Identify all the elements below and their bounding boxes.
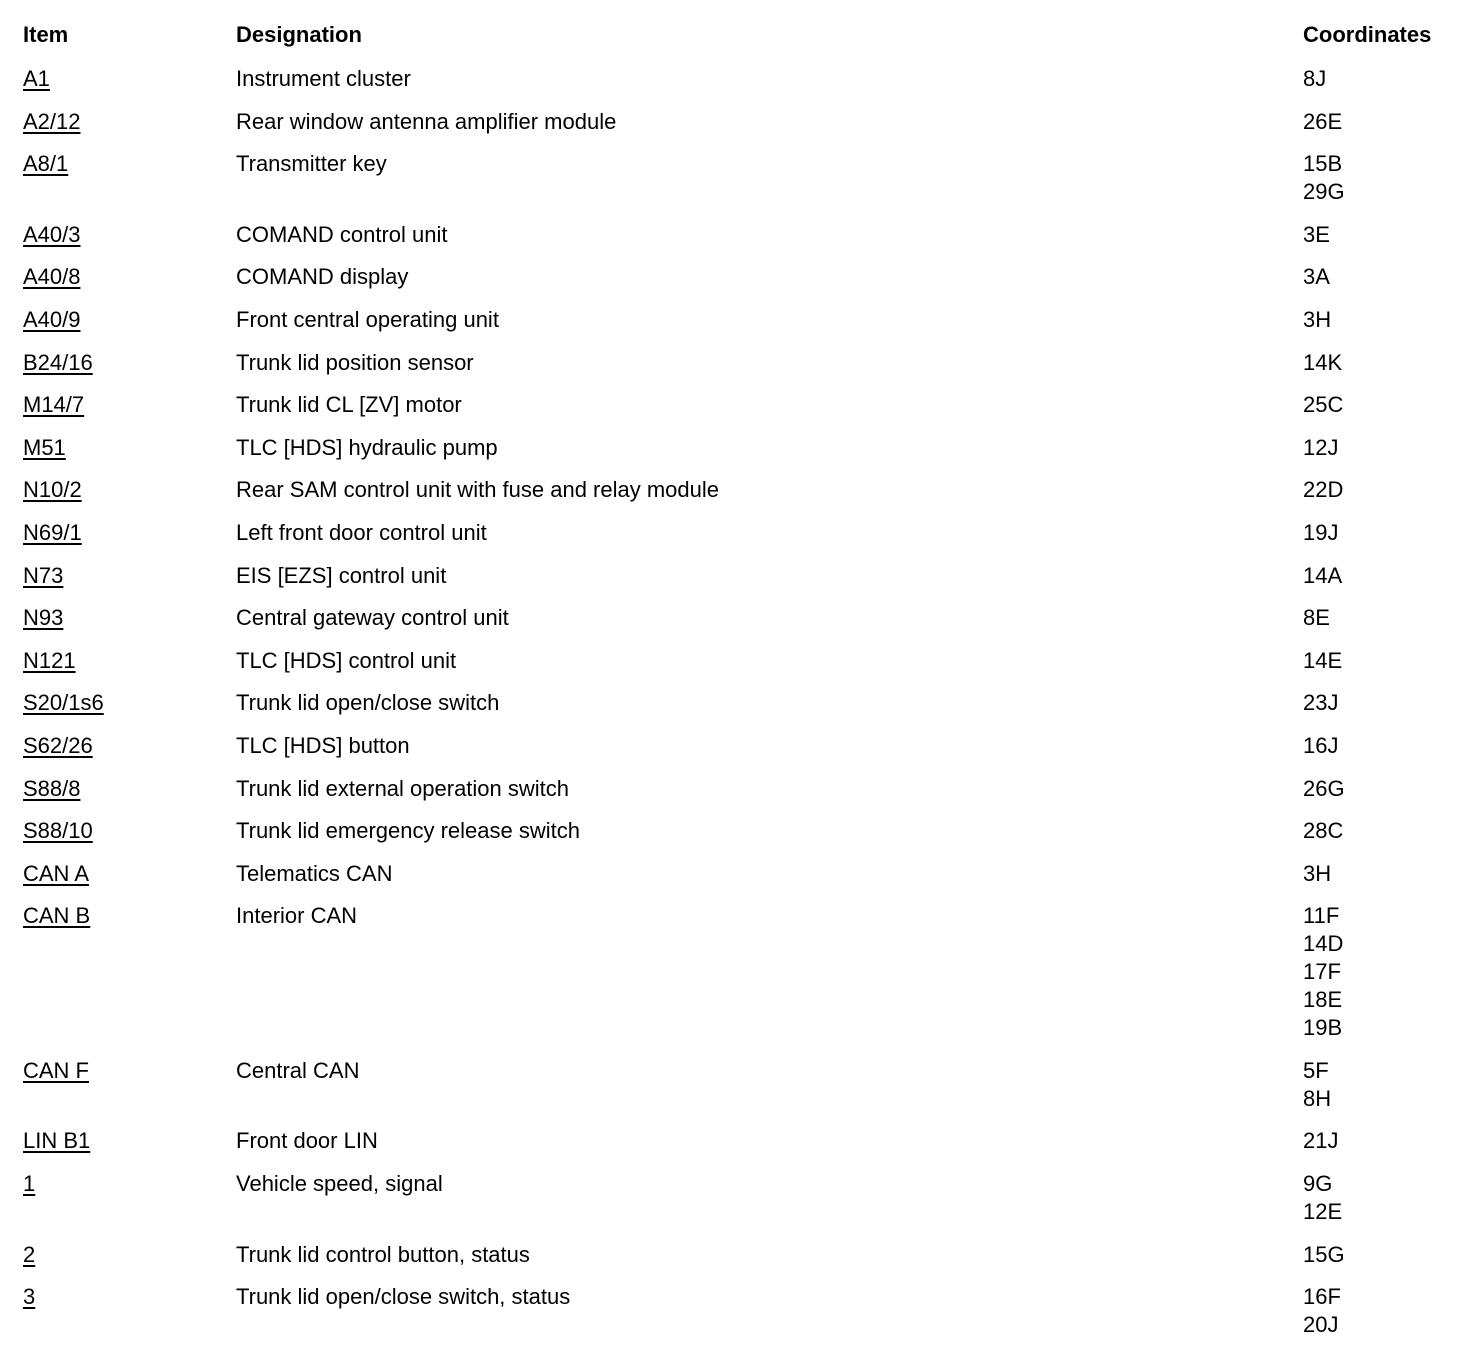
coordinate-value: 25C bbox=[1303, 392, 1344, 418]
header-designation: Designation bbox=[236, 22, 362, 47]
item-cell bbox=[23, 519, 236, 547]
designation-cell: Front door LIN bbox=[236, 1128, 378, 1154]
designation-cell: Trunk lid open/close switch bbox=[236, 690, 500, 716]
table-row bbox=[23, 647, 1463, 690]
item-link[interactable]: A40/9 bbox=[23, 306, 81, 332]
designation-cell: Rear SAM control unit with fuse and relay module bbox=[236, 477, 720, 503]
legend-table bbox=[23, 22, 1463, 1354]
designation-cell: Trunk lid emergency release switch bbox=[236, 818, 580, 844]
coordinates-cell bbox=[1303, 434, 1463, 462]
item-link[interactable]: M14/7 bbox=[23, 392, 85, 418]
designation-cell: Trunk lid control button, status bbox=[236, 1241, 530, 1267]
item-link[interactable]: CAN F bbox=[23, 1057, 89, 1083]
coordinate-value: 8E bbox=[1303, 605, 1330, 631]
coordinate-value: 3H bbox=[1303, 306, 1332, 332]
table-row bbox=[23, 1241, 1463, 1284]
coordinate-value: 5F bbox=[1303, 1057, 1329, 1083]
coordinate-value: 8J bbox=[1303, 66, 1327, 91]
item-link[interactable]: S88/8 bbox=[23, 775, 81, 801]
table-row bbox=[23, 1127, 1463, 1170]
designation-cell: COMAND display bbox=[236, 264, 409, 290]
item-link[interactable]: N69/1 bbox=[23, 519, 82, 545]
item-cell bbox=[23, 647, 236, 675]
table-row bbox=[23, 391, 1463, 434]
table-row bbox=[23, 519, 1463, 562]
coordinates-cell bbox=[1303, 519, 1463, 547]
coordinates-cell bbox=[1303, 1283, 1463, 1339]
coordinates-cell bbox=[1303, 108, 1463, 136]
designation-cell: TLC [HDS] control unit bbox=[236, 647, 457, 673]
item-cell bbox=[23, 476, 236, 504]
coordinate-value: 12J bbox=[1303, 434, 1339, 460]
coordinate-value: 3E bbox=[1303, 221, 1330, 247]
table-row bbox=[23, 476, 1463, 519]
coordinate-value: 14E bbox=[1303, 647, 1343, 673]
table-row bbox=[23, 1283, 1463, 1354]
coordinate-value: 14A bbox=[1303, 562, 1343, 588]
item-cell bbox=[23, 562, 236, 590]
table-body bbox=[23, 65, 1463, 1354]
item-link[interactable]: N121 bbox=[23, 647, 76, 673]
item-cell bbox=[23, 775, 236, 803]
item-link[interactable]: S20/1s6 bbox=[23, 690, 104, 716]
table-row bbox=[23, 349, 1463, 392]
item-link[interactable]: N73 bbox=[23, 562, 64, 588]
coordinate-value: 28C bbox=[1303, 818, 1344, 844]
header-item: Item bbox=[23, 22, 69, 47]
item-cell bbox=[23, 817, 236, 845]
coordinates-cell bbox=[1303, 150, 1463, 206]
coordinate-value: 16F bbox=[1303, 1284, 1341, 1310]
table-row bbox=[23, 562, 1463, 605]
item-cell bbox=[23, 391, 236, 419]
item-cell bbox=[23, 349, 236, 377]
coordinates-cell bbox=[1303, 732, 1463, 760]
item-cell bbox=[23, 902, 236, 930]
item-link[interactable]: A40/3 bbox=[23, 221, 81, 247]
item-cell bbox=[23, 65, 236, 93]
designation-cell: Front central operating unit bbox=[236, 306, 499, 332]
coordinates-cell bbox=[1303, 860, 1463, 888]
item-cell bbox=[23, 1241, 236, 1269]
designation-cell: Central CAN bbox=[236, 1057, 360, 1083]
coordinate-value: 11F bbox=[1303, 903, 1340, 929]
designation-cell: Rear window antenna amplifier module bbox=[236, 108, 617, 134]
coordinate-value: 17F bbox=[1303, 959, 1341, 985]
coordinate-value: 15G bbox=[1303, 1241, 1345, 1267]
designation-cell: Instrument cluster bbox=[236, 66, 411, 91]
coordinate-value: 19J bbox=[1303, 519, 1339, 545]
item-link[interactable]: S62/26 bbox=[23, 732, 93, 758]
item-link[interactable]: A2/12 bbox=[23, 108, 81, 134]
coordinate-value: 9G bbox=[1303, 1171, 1333, 1197]
table-row bbox=[23, 306, 1463, 349]
coordinate-value: 26G bbox=[1303, 775, 1345, 801]
item-link[interactable]: A1 bbox=[23, 66, 50, 91]
item-cell bbox=[23, 306, 236, 334]
coordinates-cell bbox=[1303, 689, 1463, 717]
coordinates-cell bbox=[1303, 263, 1463, 291]
item-cell bbox=[23, 150, 236, 178]
item-cell bbox=[23, 689, 236, 717]
table-row bbox=[23, 434, 1463, 477]
item-link[interactable]: 3 bbox=[23, 1284, 36, 1310]
coordinate-value: 21J bbox=[1303, 1128, 1339, 1154]
coordinates-cell bbox=[1303, 604, 1463, 632]
item-link[interactable]: CAN B bbox=[23, 903, 91, 929]
item-link[interactable]: A40/8 bbox=[23, 264, 81, 290]
coordinates-cell bbox=[1303, 1170, 1463, 1226]
table-row bbox=[23, 65, 1463, 108]
coordinates-cell bbox=[1303, 391, 1463, 419]
item-cell bbox=[23, 1283, 236, 1311]
designation-cell: Left front door control unit bbox=[236, 519, 487, 545]
table-row bbox=[23, 732, 1463, 775]
coordinate-value: 19B bbox=[1303, 1015, 1343, 1041]
coordinate-value: 16J bbox=[1303, 732, 1339, 758]
coordinate-value: 14D bbox=[1303, 931, 1344, 957]
coordinates-cell bbox=[1303, 775, 1463, 803]
item-link[interactable]: B24/16 bbox=[23, 349, 93, 375]
coordinate-value: 23J bbox=[1303, 690, 1339, 716]
coordinate-value: 29G bbox=[1303, 179, 1345, 205]
table-header bbox=[23, 22, 1463, 65]
coordinates-cell bbox=[1303, 476, 1463, 504]
designation-cell: Trunk lid position sensor bbox=[236, 349, 474, 375]
designation-cell: Interior CAN bbox=[236, 903, 358, 929]
item-cell bbox=[23, 1127, 236, 1155]
table-row bbox=[23, 221, 1463, 264]
item-cell bbox=[23, 434, 236, 462]
item-cell bbox=[23, 1170, 236, 1198]
designation-cell: Trunk lid external operation switch bbox=[236, 775, 570, 801]
coordinates-cell bbox=[1303, 647, 1463, 675]
item-cell bbox=[23, 604, 236, 632]
designation-cell: Trunk lid open/close switch, status bbox=[236, 1284, 571, 1310]
coordinates-cell bbox=[1303, 1057, 1463, 1113]
item-cell bbox=[23, 860, 236, 888]
designation-cell: COMAND control unit bbox=[236, 221, 448, 247]
table-row bbox=[23, 817, 1463, 860]
coordinates-cell bbox=[1303, 349, 1463, 377]
item-link[interactable]: 2 bbox=[23, 1241, 36, 1267]
table-row bbox=[23, 150, 1463, 221]
item-cell bbox=[23, 221, 236, 249]
item-link[interactable]: S88/10 bbox=[23, 818, 93, 844]
item-link[interactable]: A8/1 bbox=[23, 151, 69, 177]
table-row bbox=[23, 860, 1463, 903]
coordinates-cell bbox=[1303, 306, 1463, 334]
table-row bbox=[23, 1057, 1463, 1128]
coordinates-cell bbox=[1303, 817, 1463, 845]
designation-cell: EIS [EZS] control unit bbox=[236, 562, 447, 588]
coordinate-value: 14K bbox=[1303, 349, 1343, 375]
item-link[interactable]: N10/2 bbox=[23, 477, 82, 503]
designation-cell: TLC [HDS] hydraulic pump bbox=[236, 434, 498, 460]
coordinates-cell bbox=[1303, 1127, 1463, 1155]
coordinates-cell bbox=[1303, 65, 1463, 93]
item-link[interactable]: CAN A bbox=[23, 860, 90, 886]
coordinates-cell bbox=[1303, 562, 1463, 590]
coordinate-value: 22D bbox=[1303, 477, 1344, 503]
designation-cell: Telematics CAN bbox=[236, 860, 393, 886]
item-link[interactable]: 1 bbox=[23, 1171, 36, 1197]
table-row bbox=[23, 902, 1463, 1057]
table-row bbox=[23, 263, 1463, 306]
designation-cell: Trunk lid CL [ZV] motor bbox=[236, 392, 462, 418]
coordinate-value: 26E bbox=[1303, 108, 1343, 134]
item-cell bbox=[23, 263, 236, 291]
item-link[interactable]: LIN B1 bbox=[23, 1128, 91, 1154]
coordinate-value: 20J bbox=[1303, 1312, 1339, 1338]
coordinate-value: 3A bbox=[1303, 264, 1330, 290]
coordinate-value: 8H bbox=[1303, 1085, 1332, 1111]
header-coordinates: Coordinates bbox=[1303, 22, 1432, 47]
coordinates-cell bbox=[1303, 902, 1463, 1042]
item-link[interactable]: M51 bbox=[23, 434, 66, 460]
coordinates-cell bbox=[1303, 221, 1463, 249]
designation-cell: TLC [HDS] button bbox=[236, 732, 410, 758]
table-row bbox=[23, 604, 1463, 647]
designation-cell: Vehicle speed, signal bbox=[236, 1171, 443, 1197]
table-row bbox=[23, 1170, 1463, 1241]
table-row bbox=[23, 108, 1463, 151]
item-link[interactable]: N93 bbox=[23, 605, 64, 631]
item-cell bbox=[23, 1057, 236, 1085]
coordinate-value: 15B bbox=[1303, 151, 1343, 177]
designation-cell: Central gateway control unit bbox=[236, 605, 509, 631]
designation-cell: Transmitter key bbox=[236, 151, 387, 177]
item-cell bbox=[23, 108, 236, 136]
table-row bbox=[23, 775, 1463, 818]
coordinate-value: 3H bbox=[1303, 860, 1332, 886]
coordinates-cell bbox=[1303, 1241, 1463, 1269]
coordinate-value: 18E bbox=[1303, 987, 1343, 1013]
coordinate-value: 12E bbox=[1303, 1199, 1343, 1225]
item-cell bbox=[23, 732, 236, 760]
table-row bbox=[23, 689, 1463, 732]
